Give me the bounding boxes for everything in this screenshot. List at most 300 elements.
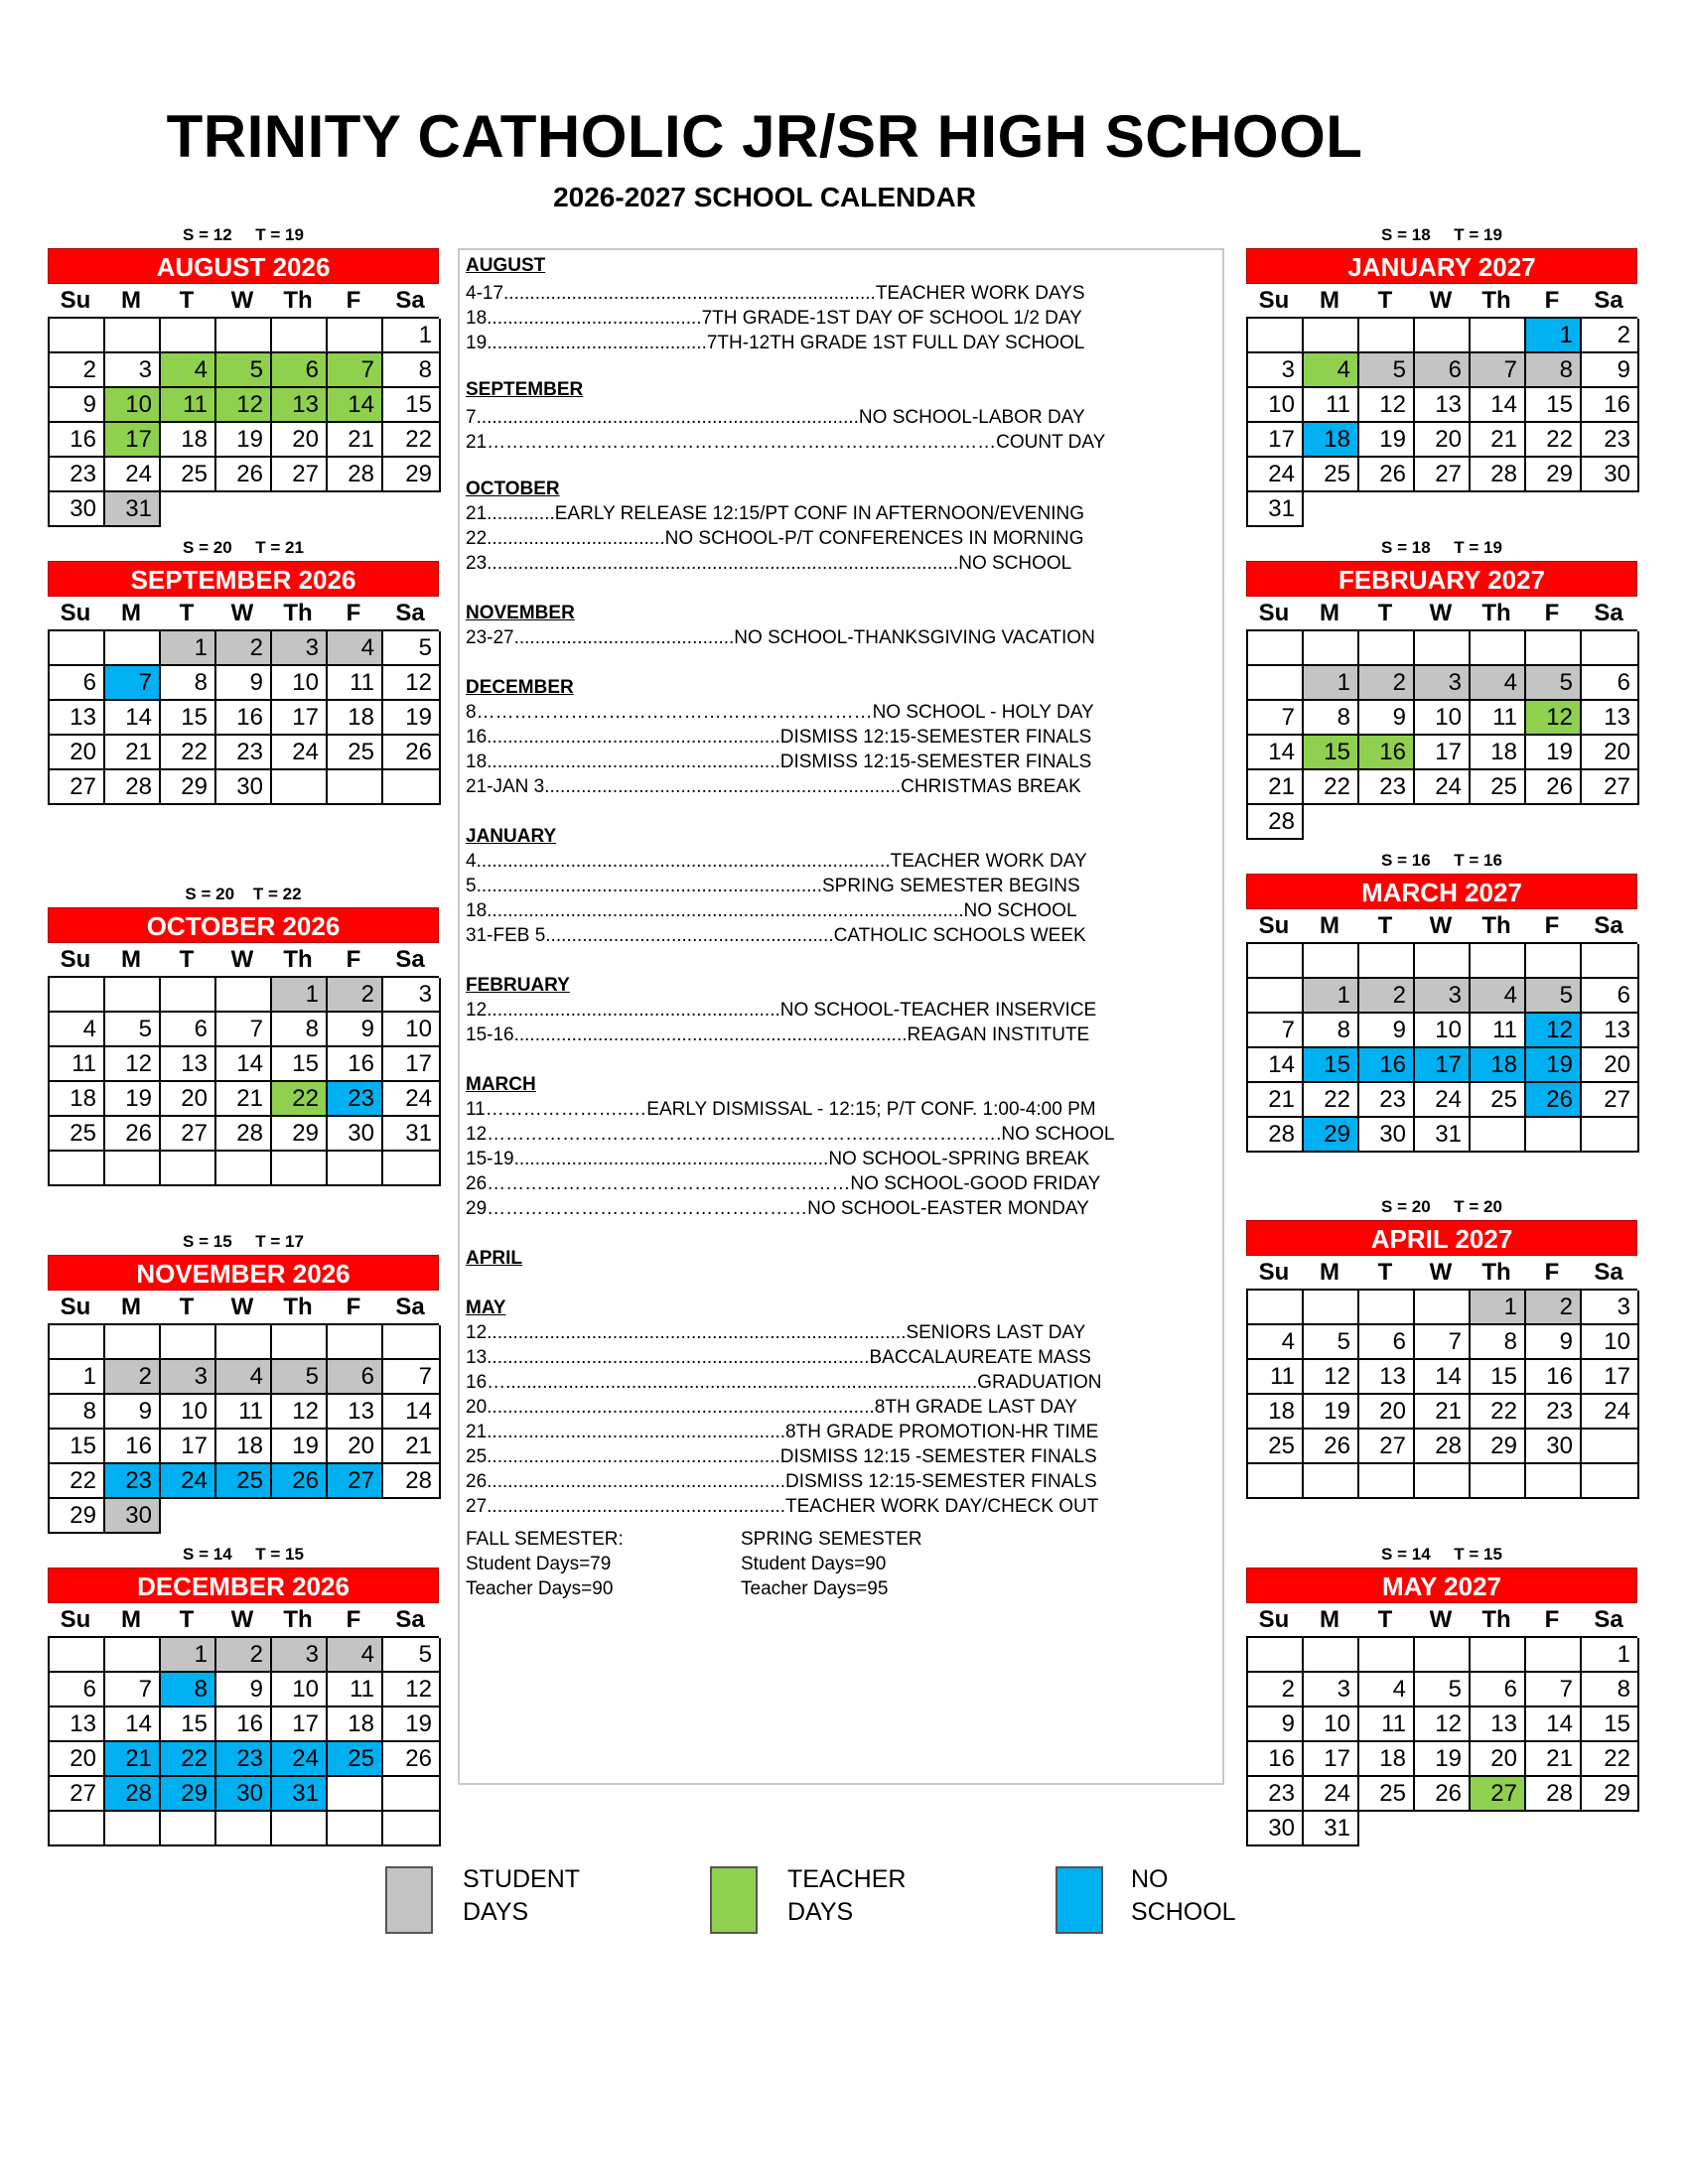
day-grid <box>48 629 439 805</box>
weekday-label: M <box>1320 1606 1339 1633</box>
day-cell <box>1582 1464 1639 1499</box>
day-cell: 2 <box>328 978 383 1013</box>
day-cell: 19 <box>383 701 441 736</box>
day-cell: 28 <box>1526 1777 1582 1812</box>
day-cell: 18 <box>1471 1048 1526 1083</box>
day-cell: 16 <box>1359 1048 1415 1083</box>
day-grid <box>1246 1289 1637 1499</box>
weekday-label: T <box>1377 912 1393 939</box>
day-cell: 12 <box>1415 1707 1471 1742</box>
event-line: 12……………………………………………………………………….NO SCHOOL <box>466 1124 1115 1145</box>
day-cell: 19 <box>105 1082 161 1117</box>
month-header: SEPTEMBER 2026 <box>48 561 439 597</box>
day-cell: 8 <box>272 1013 328 1047</box>
day-cell: 4 <box>161 353 216 388</box>
day-cell: 19 <box>1415 1742 1471 1777</box>
weekday-header <box>1246 1603 1637 1636</box>
day-cell: 1 <box>383 319 441 353</box>
day-cell: 9 <box>216 666 272 701</box>
day-cell: 27 <box>50 770 105 805</box>
weekday-header <box>48 597 439 629</box>
day-cell: 26 <box>1359 458 1415 492</box>
weekday-label: W <box>230 946 254 973</box>
semester-student: Student Days=90 <box>741 1554 887 1574</box>
day-cell: 14 <box>1471 388 1526 423</box>
day-cell: 10 <box>1415 701 1471 736</box>
semester-teacher: Teacher Days=90 <box>466 1578 614 1599</box>
day-cell: 18 <box>1248 1395 1304 1430</box>
day-cell: 23 <box>1582 423 1639 458</box>
day-cell: 29 <box>1582 1777 1639 1812</box>
day-cell: 14 <box>1526 1707 1582 1742</box>
day-cell: 28 <box>105 1777 161 1812</box>
day-cell: 13 <box>1359 1360 1415 1395</box>
day-cell: 6 <box>1582 979 1639 1014</box>
day-cell <box>105 1638 161 1673</box>
day-cell <box>1248 319 1304 353</box>
day-cell: 18 <box>216 1430 272 1464</box>
day-cell <box>272 1325 328 1360</box>
day-cell: 17 <box>1248 423 1304 458</box>
month-header: MAY 2027 <box>1246 1568 1637 1603</box>
weekday-label: Th <box>1481 1606 1511 1633</box>
day-cell: 19 <box>383 1707 441 1742</box>
day-cell <box>161 978 216 1013</box>
day-cell: 20 <box>328 1430 383 1464</box>
day-cell: 4 <box>50 1013 105 1047</box>
weekday-label: F <box>346 600 361 626</box>
day-cell: 3 <box>272 631 328 666</box>
day-cell <box>216 978 272 1013</box>
day-cell: 10 <box>1248 388 1304 423</box>
day-cell <box>161 1152 216 1186</box>
month-header: AUGUST 2026 <box>48 248 439 284</box>
day-cell: 16 <box>1248 1742 1304 1777</box>
day-cell: 20 <box>161 1082 216 1117</box>
day-cell: 29 <box>50 1499 105 1534</box>
day-cell: 14 <box>105 1707 161 1742</box>
day-grid <box>48 976 439 1186</box>
weekday-label: Sa <box>1594 600 1623 626</box>
event-line: 18...........................................................................................NO SCHOOL <box>466 900 1077 921</box>
month-header: JANUARY 2027 <box>1246 248 1637 284</box>
weekday-label: Sa <box>395 1294 425 1320</box>
day-cell: 30 <box>1526 1430 1582 1464</box>
day-cell: 22 <box>1582 1742 1639 1777</box>
day-cell <box>272 770 328 805</box>
day-cell: 26 <box>1526 1083 1582 1118</box>
day-grid <box>48 317 439 527</box>
day-cell: 3 <box>383 978 441 1013</box>
event-line: 25........................................................DISMISS 12:15 -SEMESTER FINALS <box>466 1446 1097 1467</box>
weekday-label: Th <box>283 1606 313 1633</box>
day-cell: 20 <box>1582 1048 1639 1083</box>
day-cell: 12 <box>1526 701 1582 736</box>
legend-swatch-teacher <box>710 1866 758 1934</box>
day-cell <box>328 1325 383 1360</box>
day-cell <box>1415 319 1471 353</box>
day-cell: 1 <box>1304 979 1359 1014</box>
weekday-label: Sa <box>1594 287 1623 314</box>
event-line: 23..........................................................................................NO SCHOOL <box>466 553 1072 574</box>
day-cell: 10 <box>1582 1325 1639 1360</box>
month-header: DECEMBER 2026 <box>48 1568 439 1603</box>
day-cell <box>328 319 383 353</box>
day-cell <box>328 1152 383 1186</box>
day-cell: 1 <box>161 1638 216 1673</box>
day-cell: 4 <box>1471 979 1526 1014</box>
day-cell: 24 <box>272 1742 328 1777</box>
event-line: 12........................................................NO SCHOOL-TEACHER INSERVICE <box>466 1000 1097 1021</box>
day-cell <box>383 1325 441 1360</box>
day-cell: 18 <box>328 701 383 736</box>
day-cell: 11 <box>50 1047 105 1082</box>
weekday-label: M <box>121 1294 141 1320</box>
day-cell: 1 <box>1471 1291 1526 1325</box>
day-cell: 20 <box>1359 1395 1415 1430</box>
event-line: 21-JAN 3....................................................................CHRISTMAS BREAK <box>466 776 1081 797</box>
day-cell <box>50 1325 105 1360</box>
day-cell: 3 <box>1415 666 1471 701</box>
day-cell: 20 <box>1582 736 1639 770</box>
day-grid <box>1246 629 1637 840</box>
day-cell: 15 <box>161 701 216 736</box>
day-cell: 4 <box>1248 1325 1304 1360</box>
day-cell: 28 <box>216 1117 272 1152</box>
day-cell: 8 <box>1304 1014 1359 1048</box>
day-cell: 6 <box>1415 353 1471 388</box>
weekday-header <box>1246 909 1637 942</box>
day-counts: S = 20 T = 20 <box>1381 1197 1502 1216</box>
day-cell: 29 <box>161 770 216 805</box>
day-cell: 25 <box>328 1742 383 1777</box>
day-cell <box>1248 944 1304 979</box>
day-cell: 23 <box>50 458 105 492</box>
weekday-label: Su <box>60 600 91 626</box>
day-cell: 12 <box>1304 1360 1359 1395</box>
day-cell: 17 <box>272 701 328 736</box>
day-cell <box>1415 1291 1471 1325</box>
day-cell <box>1304 1291 1359 1325</box>
day-cell: 24 <box>105 458 161 492</box>
month-header: FEBRUARY 2027 <box>1246 561 1637 597</box>
day-cell: 12 <box>383 1673 441 1707</box>
day-cell: 30 <box>105 1499 161 1534</box>
day-cell: 5 <box>1415 1673 1471 1707</box>
day-cell: 21 <box>216 1082 272 1117</box>
day-cell: 26 <box>1526 770 1582 805</box>
day-cell: 21 <box>1248 1083 1304 1118</box>
legend-no-school-line1: NO <box>1131 1865 1169 1893</box>
day-cell: 23 <box>216 736 272 770</box>
day-cell <box>1359 1291 1415 1325</box>
day-cell <box>1415 631 1471 666</box>
legend-label-teacher <box>787 1863 906 1929</box>
semester-summary-fall <box>466 1527 624 1601</box>
day-cell: 20 <box>272 423 328 458</box>
weekday-label: T <box>179 946 195 973</box>
day-cell: 8 <box>161 1673 216 1707</box>
weekday-label: Sa <box>1594 1259 1623 1286</box>
day-cell: 22 <box>1304 770 1359 805</box>
weekday-label: Th <box>1481 912 1511 939</box>
day-cell: 16 <box>50 423 105 458</box>
day-cell: 10 <box>105 388 161 423</box>
weekday-label: F <box>346 946 361 973</box>
day-cell: 9 <box>105 1395 161 1430</box>
day-cell: 9 <box>1248 1707 1304 1742</box>
day-cell: 8 <box>1526 353 1582 388</box>
day-cell: 14 <box>216 1047 272 1082</box>
day-cell: 25 <box>1304 458 1359 492</box>
day-cell: 31 <box>105 492 161 527</box>
month-calendar <box>48 538 439 805</box>
day-cell: 23 <box>1526 1395 1582 1430</box>
legend-swatch-student <box>385 1866 433 1934</box>
day-cell <box>1526 944 1582 979</box>
day-cell: 9 <box>1359 1014 1415 1048</box>
day-cell: 5 <box>216 353 272 388</box>
day-cell: 25 <box>1471 1083 1526 1118</box>
day-cell: 18 <box>328 1707 383 1742</box>
month-calendar <box>1246 1545 1637 1846</box>
events-panel <box>458 248 1224 1785</box>
day-cell: 15 <box>1304 736 1359 770</box>
day-cell: 9 <box>216 1673 272 1707</box>
weekday-header <box>1246 597 1637 629</box>
day-cell: 21 <box>105 736 161 770</box>
day-cell: 18 <box>50 1082 105 1117</box>
day-cell: 8 <box>1471 1325 1526 1360</box>
weekday-label: Sa <box>395 1606 425 1633</box>
day-cell: 30 <box>216 770 272 805</box>
day-grid <box>1246 1636 1637 1846</box>
month-header: MARCH 2027 <box>1246 874 1637 909</box>
weekday-label: Su <box>1258 600 1290 626</box>
day-cell: 22 <box>1526 423 1582 458</box>
day-cell: 24 <box>1304 1777 1359 1812</box>
day-cell: 25 <box>1359 1777 1415 1812</box>
day-cell <box>1582 1118 1639 1153</box>
day-cell: 21 <box>383 1430 441 1464</box>
day-cell: 6 <box>50 666 105 701</box>
weekday-label: M <box>121 600 141 626</box>
day-cell: 26 <box>105 1117 161 1152</box>
day-cell <box>216 1325 272 1360</box>
day-cell <box>1248 1464 1304 1499</box>
event-line: 7.........................................................................NO SCHOOL-LABOR DAY <box>466 407 1085 428</box>
day-cell <box>272 1812 328 1846</box>
day-cell: 26 <box>1304 1430 1359 1464</box>
event-line: 15-16...........................................................................REAGAN INSTITUTE <box>466 1024 1090 1045</box>
day-counts: S = 18 T = 19 <box>1381 225 1502 244</box>
day-cell: 19 <box>1526 736 1582 770</box>
day-cell: 4 <box>328 631 383 666</box>
weekday-header <box>1246 1256 1637 1289</box>
day-cell <box>50 631 105 666</box>
day-cell <box>328 1812 383 1846</box>
day-cell <box>383 1812 441 1846</box>
event-month-heading: SEPTEMBER <box>466 379 584 400</box>
day-cell: 6 <box>1471 1673 1526 1707</box>
day-cell: 27 <box>1471 1777 1526 1812</box>
day-cell <box>1471 631 1526 666</box>
day-cell: 7 <box>1471 353 1526 388</box>
semester-title: SPRING SEMESTER <box>741 1529 922 1550</box>
event-line: 22..................................NO SCHOOL-P/T CONFERENCES IN MORNING <box>466 528 1084 549</box>
day-cell <box>50 319 105 353</box>
event-line: 18........................................................DISMISS 12:15-SEMESTER FINALS <box>466 751 1092 772</box>
day-cell: 29 <box>1526 458 1582 492</box>
event-month-heading: APRIL <box>466 1248 522 1269</box>
event-line: 4...............................................................................TEACHER WORK DAY <box>466 851 1087 872</box>
day-cell: 15 <box>383 388 441 423</box>
day-cell: 2 <box>50 353 105 388</box>
day-cell <box>50 1638 105 1673</box>
day-cell: 9 <box>1582 353 1639 388</box>
day-cell: 24 <box>1415 1083 1471 1118</box>
day-cell: 22 <box>1304 1083 1359 1118</box>
day-cell: 25 <box>328 736 383 770</box>
weekday-label: M <box>121 287 141 314</box>
day-cell: 17 <box>383 1047 441 1082</box>
day-cell: 15 <box>1582 1707 1639 1742</box>
day-cell: 11 <box>1359 1707 1415 1742</box>
weekday-label: Sa <box>1594 1606 1623 1633</box>
day-cell: 3 <box>1248 353 1304 388</box>
day-cell: 5 <box>383 1638 441 1673</box>
weekday-header <box>48 1291 439 1323</box>
legend-student-line1: STUDENT <box>463 1865 581 1893</box>
day-cell: 23 <box>1359 1083 1415 1118</box>
day-cell: 1 <box>1526 319 1582 353</box>
day-cell: 13 <box>328 1395 383 1430</box>
day-cell: 30 <box>1359 1118 1415 1153</box>
day-cell <box>1471 319 1526 353</box>
day-cell: 1 <box>272 978 328 1013</box>
day-cell: 10 <box>1304 1707 1359 1742</box>
day-cell: 13 <box>50 1707 105 1742</box>
weekday-label: F <box>1544 912 1560 939</box>
weekday-label: M <box>121 946 141 973</box>
day-cell: 22 <box>50 1464 105 1499</box>
day-cell: 29 <box>272 1117 328 1152</box>
day-cell: 29 <box>1471 1430 1526 1464</box>
weekday-label: W <box>1429 600 1453 626</box>
month-calendar <box>1246 1197 1637 1499</box>
day-cell: 22 <box>1471 1395 1526 1430</box>
day-cell: 14 <box>105 701 161 736</box>
weekday-label: T <box>179 287 195 314</box>
day-cell <box>1248 1291 1304 1325</box>
day-cell: 6 <box>161 1013 216 1047</box>
day-cell: 17 <box>1415 736 1471 770</box>
month-calendar <box>48 885 439 1186</box>
weekday-label: F <box>1544 1259 1560 1286</box>
day-cell <box>1304 1464 1359 1499</box>
weekday-label: Th <box>283 1294 313 1320</box>
day-cell: 10 <box>383 1013 441 1047</box>
day-cell: 27 <box>1359 1430 1415 1464</box>
day-cell: 19 <box>272 1430 328 1464</box>
weekday-label: W <box>1429 1259 1453 1286</box>
day-cell: 27 <box>1582 1083 1639 1118</box>
day-cell <box>1248 631 1304 666</box>
day-cell <box>50 1152 105 1186</box>
weekday-label: Su <box>60 1606 91 1633</box>
day-cell: 5 <box>1526 666 1582 701</box>
day-cell: 2 <box>1248 1673 1304 1707</box>
day-cell: 8 <box>383 353 441 388</box>
event-month-heading: MAY <box>466 1297 506 1318</box>
weekday-label: T <box>1377 287 1393 314</box>
legend-label-student <box>463 1863 580 1929</box>
day-cell: 26 <box>1415 1777 1471 1812</box>
weekday-label: M <box>1320 1259 1339 1286</box>
day-grid <box>1246 942 1637 1153</box>
day-cell: 12 <box>105 1047 161 1082</box>
day-cell: 27 <box>1415 458 1471 492</box>
day-cell: 12 <box>383 666 441 701</box>
day-cell: 24 <box>1582 1395 1639 1430</box>
day-cell: 7 <box>383 1360 441 1395</box>
weekday-label: Th <box>283 600 313 626</box>
weekday-header <box>48 1603 439 1636</box>
day-cell <box>216 319 272 353</box>
weekday-label: M <box>1320 287 1339 314</box>
day-cell: 15 <box>161 1707 216 1742</box>
day-cell <box>161 1325 216 1360</box>
event-line: 26…………………………………………….……NO SCHOOL-GOOD FRIDAY <box>466 1173 1101 1194</box>
day-cell: 13 <box>272 388 328 423</box>
event-line: 21.........................................................8TH GRADE PROMOTION-HR TIME <box>466 1422 1099 1442</box>
legend-swatch-no-school <box>1055 1866 1103 1934</box>
day-cell: 24 <box>161 1464 216 1499</box>
day-cell: 28 <box>1248 805 1304 840</box>
day-cell: 4 <box>1471 666 1526 701</box>
day-cell: 11 <box>328 1673 383 1707</box>
event-line: 18.........................................7TH GRADE-1ST DAY OF SCHOOL 1/2 DAY <box>466 308 1082 329</box>
month-header: NOVEMBER 2026 <box>48 1255 439 1291</box>
day-counts: S = 20 T = 21 <box>183 538 304 557</box>
day-cell: 13 <box>1415 388 1471 423</box>
day-cell: 5 <box>383 631 441 666</box>
day-cell <box>272 319 328 353</box>
day-cell <box>105 1325 161 1360</box>
day-cell: 23 <box>216 1742 272 1777</box>
day-cell: 9 <box>1359 701 1415 736</box>
day-cell: 18 <box>1471 736 1526 770</box>
day-cell: 11 <box>161 388 216 423</box>
day-cell: 6 <box>1359 1325 1415 1360</box>
weekday-label: M <box>121 1606 141 1633</box>
day-cell: 1 <box>50 1360 105 1395</box>
day-cell: 28 <box>1248 1118 1304 1153</box>
day-cell: 19 <box>1526 1048 1582 1083</box>
day-cell <box>1359 319 1415 353</box>
day-cell: 13 <box>1582 701 1639 736</box>
day-cell: 24 <box>272 736 328 770</box>
day-cell: 7 <box>105 666 161 701</box>
day-cell: 22 <box>161 736 216 770</box>
day-cell: 9 <box>328 1013 383 1047</box>
day-cell <box>1471 1638 1526 1673</box>
event-month-heading: DECEMBER <box>466 677 574 698</box>
day-cell: 27 <box>50 1777 105 1812</box>
day-cell: 15 <box>272 1047 328 1082</box>
day-cell: 31 <box>1248 492 1304 527</box>
weekday-label: Th <box>1481 1259 1511 1286</box>
